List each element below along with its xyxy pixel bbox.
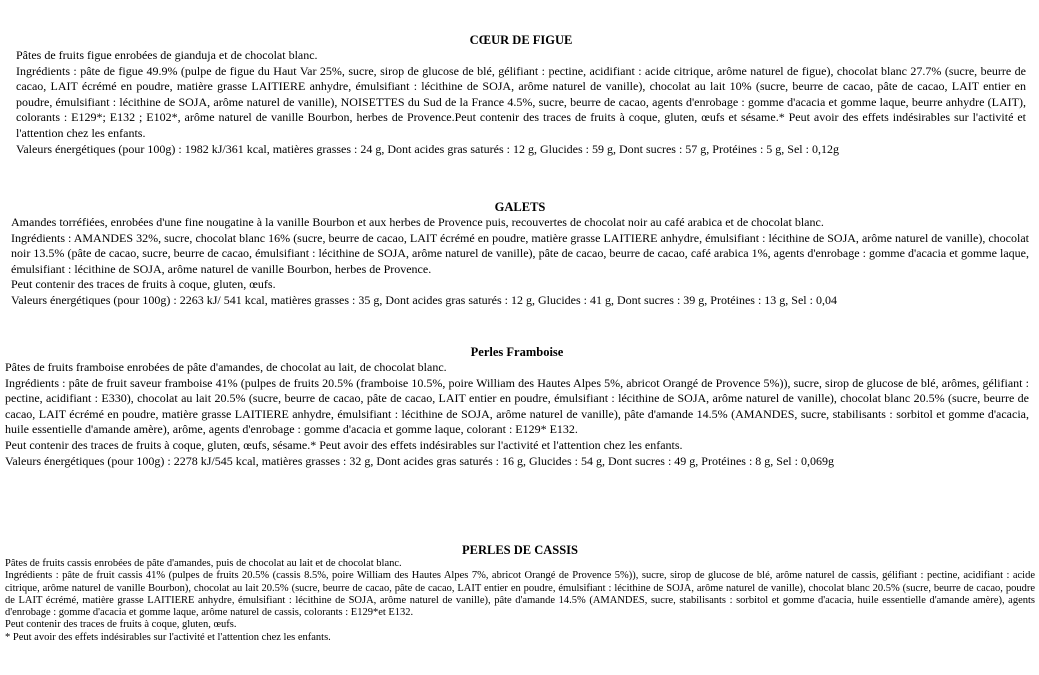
- product-perles-de-cassis: [5, 543, 1035, 644]
- product-ingredients: Ingrédients : pâte de fruit cassis 41% (pulpes de fruits 20.5% (cassis 8.5%, poire William des Hautes Alpes 7%, abricot Orangé de Provence 5%)), sucre, sirop de glucose de blé, arôme naturel de cassis, gélifiant : pectine, acidifiant : acide citrique, arôme naturel de vanille Bourbon), chocolat au lait 20.5% (sucre, beurre de cacao, pâte de cacao, LAIT entier en poudre, émulsifiant : lécithine de SOJA, arôme naturel de vanille), chocolat blanc 20.5% (sucre, beurre de cacao, poudre de LAIT écrémé, matière grasse LAITIERE anhydre, émulsifiant : lécithine de SOJA, arôme naturel de vanille), pâte d'amande 14.5% (AMANDES, sucre, stabilisants : sorbitol et gomme d'acacia, huile essentielle d'amande amère), agents d'enrobage : gomme d'acacia et gomme laque, arôme naturel de cassis, colorants : E129*et E132.: [5, 570, 1035, 619]
- product-title: Perles Framboise: [470, 345, 564, 359]
- product-nutrition: Valeurs énergétiques (pour 100g) : 2278 kJ/545 kcal, matières grasses : 32 g, Dont acides gras saturés : 16 g, Glucides : 54 g, Dont sucres : 49 g, Protéines : 8 g, Sel : 0,069g: [5, 453, 834, 468]
- product-description: Amandes torréfiées, enrobées d'une fine nougatine à la vanille Bourbon et aux herbes de Provence puis, recouvertes de chocolat noir au café arabica et de chocolat blanc.: [11, 215, 824, 229]
- product-ingredients: Ingrédients : AMANDES 32%, sucre, chocolat blanc 16% (sucre, beurre de cacao, LAIT écrémé en poudre, matière grasse LAITIERE anhydre, émulsifiant : lécithine de SOJA, arôme naturel de vanille), chocolat noir 13.5% (pâte de cacao, sucre, beurre de cacao, émulsifiant : lécithine de SOJA, arôme naturel de vanille), pâte de cacao, beurre de cacao, café arabica 1%, agents d'enrobage : gomme d'acacia et gomme laque, émulsifiant : lécithine de SOJA, arôme naturel de vanille Bourbon, herbes de Provence.: [11, 230, 1029, 276]
- product-description: Pâtes de fruits cassis enrobées de pâte d'amandes, puis de chocolat au lait et de chocolat blanc.: [5, 558, 402, 569]
- product-description: Pâtes de fruits figue enrobées de gianduja et de chocolat blanc.: [16, 48, 318, 62]
- product-nutrition: Valeurs énergétiques (pour 100g) : 2263 kJ/ 541 kcal, matières grasses : 35 g, Dont acides gras saturés : 12 g, Glucides : 41 g, Dont sucres : 39 g, Protéines : 13 g, Sel : 0,04: [11, 292, 837, 307]
- product-coeur-de-figue: [16, 33, 1026, 157]
- product-nutrition: Valeurs énergétiques (pour 100g) : 1982 kJ/361 kcal, matières grasses : 24 g, Dont acides gras saturés : 12 g, Glucides : 59 g, Dont sucres : 57 g, Protéines : 5 g, Sel : 0,12g: [16, 141, 839, 156]
- product-title: GALETS: [494, 200, 546, 214]
- product-ingredients: Ingrédients : pâte de figue 49.9% (pulpe de figue du Haut Var 25%, sucre, sirop de glucose de blé, gélifiant : pectine, acidifiant : acide citrique, arôme naturel de figue), chocolat blanc 27.7% (sucre, beurre de cacao, LAIT écrémé en poudre, matière grasse LAITIERE anhydre, émulsifiant : lécithine de SOJA, arôme naturel de vanille), chocolat au lait 10% (sucre, beurre de cacao, pâte de cacao, LAIT entier en poudre, émulsifiant : lécithine de SOJA, arôme naturel de vanille), NOISETTES du Sud de la France 4.5%, sucre, beurre de cacao, agents d'enrobage : gomme d'acacia et gomme laque, beurre anhydre (LAIT), colorants : E129*; E132 ; E102*, arôme naturel de vanille Bourbon, herbes de Provence.Peut contenir des traces de fruits à coque, gluten, œufs et sésame.* Peut avoir des effets indésirables sur l'activité et l'attention chez les enfants.: [16, 63, 1026, 140]
- product-perles-framboise: [5, 345, 1029, 469]
- product-title: CŒUR DE FIGUE: [469, 33, 573, 47]
- product-traces: Peut contenir des traces de fruits à coque, gluten, œufs, sésame.* Peut avoir des effets indésirables sur l'activité et l'attention chez les enfants.: [5, 437, 683, 452]
- product-warning: * Peut avoir des effets indésirables sur l'activité et l'attention chez les enfants.: [5, 631, 331, 643]
- product-description: Pâtes de fruits framboise enrobées de pâte d'amandes, de chocolat au lait, de chocolat blanc.: [5, 360, 447, 374]
- product-ingredients: Ingrédients : pâte de fruit saveur framboise 41% (pulpes de fruits 20.5% (framboise 10.5%, poire William des Hautes Alpes 5%, abricot Orangé de Provence 5%)), sucre, sirop de glucose de blé, arômes, gélifiant : pectine, acidifiant : E330), chocolat au lait 20.5% (sucre, beurre de cacao, pâte de cacao, LAIT entier en poudre, émulsifiant : lécithine de SOJA, arôme naturel de vanille), chocolat blanc 20.5% (sucre, beurre de cacao, LAIT écrémé en poudre, matière grasse LAITIERE anhydre, émulsifiant : lécithine de SOJA, arôme naturel de vanille), pâte d'amande 14.5% (AMANDES, sucre, stabilisants : sorbitol et gomme d'acacia, huile essentielle d'amande amère), arôme, agents d'enrobage : gomme d'acacia et gomme laque, colorant : E129* E132.: [5, 375, 1029, 437]
- product-traces: Peut contenir des traces de fruits à coque, gluten, œufs.: [11, 277, 276, 292]
- product-galets: [11, 200, 1029, 309]
- product-traces: Peut contenir des traces de fruits à coque, gluten, œufs.: [5, 619, 237, 631]
- product-title: PERLES DE CASSIS: [461, 543, 578, 557]
